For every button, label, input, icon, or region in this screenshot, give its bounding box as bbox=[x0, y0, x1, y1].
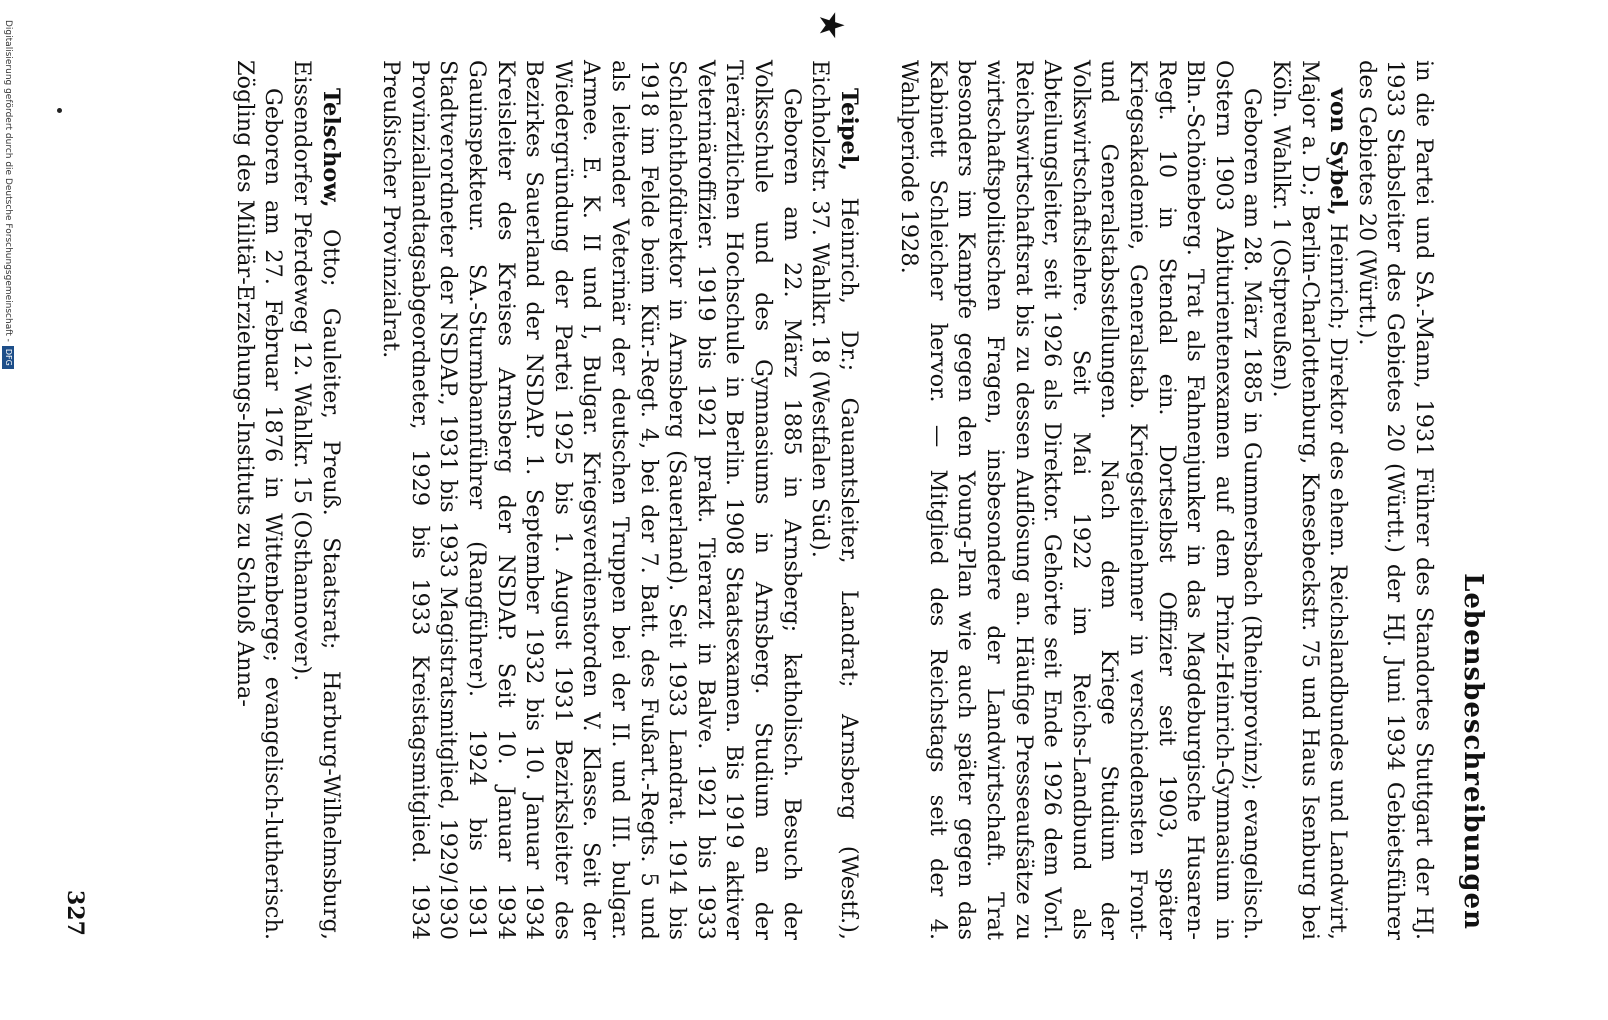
footer-text: Digitalisierung gefördert durch die Deutsche Forschungsgemeinschaft - bbox=[3, 20, 13, 342]
entry-name: von Sybel, bbox=[1325, 88, 1352, 216]
entry-name: Teipel, bbox=[835, 88, 862, 172]
biography-entry-sybel bbox=[895, 60, 1353, 940]
entry-body: Geboren am 22. März 1885 in Arnsberg; katholisch. Besuch der Volksschule und des Gymnasiums in Arnsberg. Studium an der Tierärztlichen Hochschule in Berlin. 1908 Staatsexamen. Bis 1919 aktiver Veterinäroffizier. 1919 bis 1921 prakt. Tierarzt in Balve. 1921 bis 1933 Schlachthofdirektor in Arnsberg (Sauerland). Seit 1933 Landrat. 1914 bis 1918 im Felde beim Kür.-Regt. 4, bei der 7. Batt. des Fußart.-Regts. 5 und als leitender Veterinär der deutschen Truppen bei der II. und III. bulgar. Armee. E. K. II und I, Bulgar. Kriegsverdienstorden V. Klasse. Seit der Wiedergründung der Partei 1925 bis 1. August 1931 Bezirksleiter des Bezirkes Sauerland der NSDAP. 1. September 1932 bis 10. Januar 1934 Kreisleiter des Kreises Arnsberg der NSDAP. Seit 10. Januar 1934 Gauinspekteur. SA.-Sturmbannführer (Rangführer). 1924 bis 1931 Stadtverordneter der NSDAP., 1931 bis 1933 Magistratsmitglied, 1929/1930 Provinziallandtagsabgeordneter, 1929 bis 1933 Kreistagsmitglied. 1934 Preußischer Provinzialrat. bbox=[378, 60, 805, 940]
ink-dot bbox=[57, 108, 62, 113]
entry-intro: Heinrich; Direktor des ehem. Reichslandbundes und Landwirt, Major a. D.; Berlin-Charlottenburg, Knesebeckstr. 75 und Haus Isenburg bei Köln. Wahlkr. 1 (Ostpreußen). bbox=[1268, 60, 1352, 941]
entry-body: Geboren am 27. Februar 1876 in Wittenberge; evangelisch-lutherisch. Zögling des Militär-Erziehungs-Instituts zu Schloß Anna- bbox=[231, 60, 287, 940]
digitization-footer bbox=[0, 0, 16, 1020]
top-fragment: in die Partei und SA.-Mann, 1931 Führer des Standortes Stuttgart der HJ. 1933 Stabsleiter des Gebietes 20 (Württ.) der HJ. Juni 1934 Gebietsführer des Gebietes 20 (Württ.). bbox=[1353, 60, 1437, 940]
dfg-logo: DFG bbox=[3, 346, 15, 369]
biography-entry-telschow bbox=[230, 60, 344, 940]
star-icon: ★ bbox=[811, 10, 851, 41]
page-number: 327 bbox=[62, 890, 88, 936]
entry-name: Telschow, bbox=[317, 88, 344, 208]
entry-body: Geboren am 28. März 1885 in Gummersbach (Rheinprovinz); evangelisch. Ostern 1903 Abiturientenexamen auf dem Prinz-Heinrich-Gymnasium in Bln.-Schöneberg. Trat als Fahnenjunker in das Magdeburgische Husaren-Regt. 10 in Stendal ein. Dortselbst Offizier seit 1903, später Kriegsakademie, Generalstab. Kriegsteilnehmer in verschiedensten Front- und Generalstabsstellungen. Nach dem Kriege Studium der Volkswirtschaftslehre. Seit Mai 1922 im Reichs-Landbund als Abteilungsleiter, seit 1926 als Direktor. Gehörte seit Ende 1926 dem Vorl. Reichswirtschaftsrat bis zu dessen Auflösung an. Häufige Presseaufsätze zu wirtschaftspolitischen Fragen, insbesondere der Landwirtschaft. Trat besonders im Kampfe gegen den Young-Plan wie auch später gegen das Kabinett Schleicher hervor. — Mitglied des Reichstags seit der 4. Wahlperiode 1928. bbox=[896, 60, 1266, 940]
text-column bbox=[198, 60, 1438, 940]
entry-intro: Heinrich, Dr.; Gauamtsleiter, Landrat; Arnsberg (Westf.), Eichholzstr. 37. Wahlkr. 18 (Westfalen Süd). bbox=[807, 60, 862, 940]
running-header: Lebensbeschreibungen bbox=[1458, 573, 1488, 930]
entry-intro: Otto; Gauleiter, Preuß. Staatsrat; Harburg-Wilhelmsburg, Eissendorfer Pferdeweg 12. Wahlkr. 15 (Osthannover). bbox=[289, 60, 344, 940]
biography-entry-teipel bbox=[377, 60, 863, 940]
